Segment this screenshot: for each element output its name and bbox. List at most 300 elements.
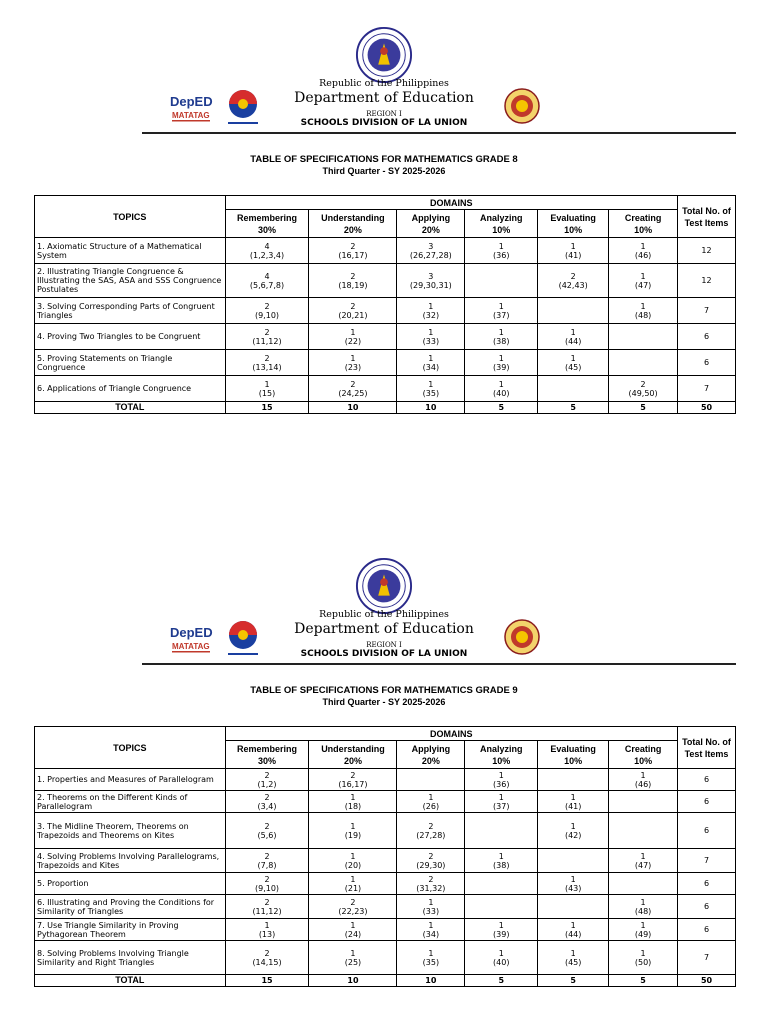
item-numbers: (18) xyxy=(344,801,362,811)
domain-cell xyxy=(465,264,538,298)
domain-cell xyxy=(225,376,309,402)
item-count: 1 xyxy=(570,874,576,884)
domain-header: Applying 20% xyxy=(397,210,465,238)
domain-cell xyxy=(465,238,538,264)
item-count: 1 xyxy=(428,327,434,337)
item-count: 2 xyxy=(350,770,356,780)
domain-cell xyxy=(397,376,465,402)
domain-cell xyxy=(609,264,678,298)
domain-cell xyxy=(538,350,609,376)
header-department: Department of Education xyxy=(294,90,474,106)
domain-cell xyxy=(465,376,538,402)
domain-cell xyxy=(609,849,678,873)
domain-cell xyxy=(397,941,465,975)
division-seal-icon xyxy=(504,88,540,124)
domain-cell xyxy=(538,324,609,350)
item-count: 1 xyxy=(498,379,504,389)
row-total: 6 xyxy=(678,791,736,813)
item-count: 1 xyxy=(350,851,356,861)
division-seal-icon xyxy=(504,619,540,655)
item-numbers: (47) xyxy=(634,860,652,870)
item-numbers: (15) xyxy=(258,388,276,398)
total-label: TOTAL xyxy=(35,975,226,987)
item-count: 2 xyxy=(264,874,270,884)
domain-cell xyxy=(309,324,397,350)
total-value: 15 xyxy=(225,975,309,987)
topic-cell: 1. Properties and Measures of Parallelogram xyxy=(35,769,226,791)
domain-cell xyxy=(538,298,609,324)
row-total: 6 xyxy=(678,324,736,350)
topic-cell: 2. Theorems on the Different Kinds of Parallelogram xyxy=(35,791,226,813)
tos-title: TABLE OF SPECIFICATIONS FOR MATHEMATICS GRADE 9 xyxy=(250,685,518,696)
domain-cell xyxy=(309,376,397,402)
table-row xyxy=(35,238,736,264)
item-numbers: (36) xyxy=(493,779,510,789)
header-republic: Republic of the Philippines xyxy=(319,609,449,620)
domain-cell xyxy=(309,769,397,791)
domain-header: Remembering 30% xyxy=(225,210,309,238)
grand-total: 50 xyxy=(678,975,736,987)
item-count: 3 xyxy=(428,241,434,251)
item-numbers: (21) xyxy=(344,883,362,893)
item-count: 1 xyxy=(428,792,434,802)
svg-text:MATATAG: MATATAG xyxy=(172,642,210,651)
table-row xyxy=(35,791,736,813)
domain-cell xyxy=(465,298,538,324)
topic-cell: 4. Solving Problems Involving Parallelograms, Trapezoids and Kites xyxy=(35,849,226,873)
item-count: 2 xyxy=(264,301,270,311)
domain-cell xyxy=(465,791,538,813)
domain-cell xyxy=(538,264,609,298)
topic-cell: 6. Applications of Triangle Congruence xyxy=(35,376,226,402)
item-count: 2 xyxy=(264,897,270,907)
header-region: REGION I xyxy=(366,110,402,118)
table-row xyxy=(35,324,736,350)
item-numbers: (16,17) xyxy=(338,779,368,789)
deped-seal-icon xyxy=(355,26,413,84)
item-count: 1 xyxy=(498,792,504,802)
domain-cell xyxy=(609,376,678,402)
domain-cell xyxy=(225,264,309,298)
domain-cell xyxy=(225,873,309,895)
grand-total: 50 xyxy=(678,402,736,414)
domain-cell xyxy=(609,324,678,350)
item-count: 1 xyxy=(570,241,576,251)
row-total: 7 xyxy=(678,941,736,975)
topics-header: TOPICS xyxy=(35,727,226,769)
item-count: 2 xyxy=(350,379,356,389)
tos-subtitle: Third Quarter - SY 2025-2026 xyxy=(322,697,446,707)
item-numbers: (43) xyxy=(564,883,582,893)
domain-cell xyxy=(397,264,465,298)
item-numbers: (16,17) xyxy=(338,250,368,260)
item-count: 2 xyxy=(640,379,646,389)
table-row xyxy=(35,873,736,895)
item-count: 1 xyxy=(498,851,504,861)
domain-header: Creating 10% xyxy=(609,741,678,769)
item-numbers: (1,2,3,4) xyxy=(249,250,285,260)
domain-header: Understanding 20% xyxy=(309,210,397,238)
domain-cell xyxy=(225,324,309,350)
domain-cell xyxy=(538,895,609,919)
domain-cell xyxy=(538,376,609,402)
item-numbers: (33) xyxy=(422,906,440,916)
domain-cell xyxy=(225,791,309,813)
domain-cell xyxy=(538,791,609,813)
item-count: 1 xyxy=(570,821,576,831)
table-row xyxy=(35,264,736,298)
domains-header: DOMAINS xyxy=(225,727,677,741)
item-numbers: (45) xyxy=(564,362,582,372)
topic-cell: 1. Axiomatic Structure of a Mathematical System xyxy=(35,238,226,264)
domain-cell xyxy=(609,350,678,376)
header-division: SCHOOLS DIVISION OF LA UNION xyxy=(300,118,468,128)
domain-cell xyxy=(309,350,397,376)
domain-cell xyxy=(225,350,309,376)
item-count: 1 xyxy=(350,948,356,958)
tos-table xyxy=(34,726,736,987)
item-count: 1 xyxy=(264,920,270,930)
domain-cell xyxy=(397,813,465,849)
item-count: 1 xyxy=(350,353,356,363)
item-count: 1 xyxy=(350,920,356,930)
row-total: 7 xyxy=(678,298,736,324)
item-numbers: (48) xyxy=(634,310,652,320)
topic-cell: 5. Proving Statements on Triangle Congruence xyxy=(35,350,226,376)
item-count: 2 xyxy=(264,821,270,831)
item-count: 2 xyxy=(264,851,270,861)
item-numbers: (39) xyxy=(493,362,510,372)
row-total: 6 xyxy=(678,350,736,376)
domain-cell xyxy=(225,238,309,264)
item-count: 2 xyxy=(264,770,270,780)
item-numbers: (22) xyxy=(344,336,362,346)
bagong-pilipinas-logo-icon xyxy=(222,86,264,128)
item-numbers: (34) xyxy=(422,362,440,372)
item-numbers: (5,6) xyxy=(257,830,277,840)
total-value: 5 xyxy=(538,402,609,414)
domain-cell xyxy=(397,919,465,941)
topic-cell: 3. Solving Corresponding Parts of Congruent Triangles xyxy=(35,298,226,324)
header-divider xyxy=(142,663,736,665)
domain-header: Analyzing 10% xyxy=(465,741,538,769)
item-count: 1 xyxy=(428,301,434,311)
domain-cell xyxy=(397,324,465,350)
total-value: 5 xyxy=(465,975,538,987)
domain-header: Applying 20% xyxy=(397,741,465,769)
domain-header: Evaluating 10% xyxy=(538,741,609,769)
item-numbers: (22,23) xyxy=(338,906,368,916)
item-count: 1 xyxy=(498,301,504,311)
domain-cell xyxy=(465,849,538,873)
item-count: 1 xyxy=(264,379,270,389)
table-row xyxy=(35,919,736,941)
item-numbers: (41) xyxy=(564,801,582,811)
item-count: 1 xyxy=(570,792,576,802)
header-republic: Republic of the Philippines xyxy=(319,78,449,89)
item-numbers: (35) xyxy=(422,957,440,967)
row-total: 6 xyxy=(678,813,736,849)
item-count: 2 xyxy=(350,897,356,907)
table-row xyxy=(35,849,736,873)
item-count: 1 xyxy=(350,792,356,802)
item-count: 1 xyxy=(350,821,356,831)
deped-matatag-logo-icon xyxy=(168,90,216,124)
domain-cell xyxy=(465,324,538,350)
item-count: 1 xyxy=(640,241,646,251)
item-numbers: (24,25) xyxy=(338,388,368,398)
item-count: 1 xyxy=(350,874,356,884)
svg-text:DepED: DepED xyxy=(170,94,213,109)
item-numbers: (24) xyxy=(344,929,362,939)
topic-cell: 6. Illustrating and Proving the Conditions for Similarity of Triangles xyxy=(35,895,226,919)
item-numbers: (45) xyxy=(564,957,582,967)
item-count: 1 xyxy=(428,920,434,930)
domain-header: Remembering 30% xyxy=(225,741,309,769)
domain-cell xyxy=(397,895,465,919)
total-row xyxy=(35,975,736,987)
domain-cell xyxy=(538,873,609,895)
domain-cell xyxy=(538,238,609,264)
domain-cell xyxy=(309,238,397,264)
domain-cell xyxy=(538,849,609,873)
item-count: 2 xyxy=(264,327,270,337)
domain-cell xyxy=(609,919,678,941)
domain-cell xyxy=(309,813,397,849)
item-numbers: (38) xyxy=(493,336,510,346)
item-numbers: (44) xyxy=(564,929,582,939)
item-numbers: (39) xyxy=(493,929,510,939)
item-numbers: (7,8) xyxy=(257,860,277,870)
total-value: 10 xyxy=(397,402,465,414)
item-numbers: (42,43) xyxy=(558,280,588,290)
domain-cell xyxy=(609,298,678,324)
table-row xyxy=(35,350,736,376)
item-numbers: (35) xyxy=(422,388,440,398)
domains-header: DOMAINS xyxy=(225,196,677,210)
item-count: 2 xyxy=(264,948,270,958)
item-numbers: (36) xyxy=(493,250,510,260)
item-numbers: (47) xyxy=(634,280,652,290)
item-count: 1 xyxy=(640,271,646,281)
item-numbers: (49) xyxy=(634,929,652,939)
item-count: 4 xyxy=(264,241,270,251)
total-value: 5 xyxy=(609,402,678,414)
domain-cell xyxy=(609,238,678,264)
svg-text:DepED: DepED xyxy=(170,625,213,640)
row-total: 6 xyxy=(678,769,736,791)
domain-cell xyxy=(538,941,609,975)
domain-cell xyxy=(309,298,397,324)
domain-cell xyxy=(397,350,465,376)
total-value: 15 xyxy=(225,402,309,414)
item-numbers: (46) xyxy=(634,250,652,260)
item-count: 2 xyxy=(428,821,434,831)
domain-cell xyxy=(397,769,465,791)
domain-cell xyxy=(309,849,397,873)
domain-header: Analyzing 10% xyxy=(465,210,538,238)
table-row xyxy=(35,298,736,324)
item-count: 1 xyxy=(428,353,434,363)
item-numbers: (25) xyxy=(344,957,362,967)
item-count: 1 xyxy=(350,327,356,337)
row-total: 7 xyxy=(678,849,736,873)
item-numbers: (20,21) xyxy=(338,310,368,320)
total-value: 5 xyxy=(609,975,678,987)
topic-cell: 3. The Midline Theorem, Theorems on Trapezoids and Theorems on Kites xyxy=(35,813,226,849)
total-items-header: Total No. of Test Items xyxy=(678,727,736,769)
total-value: 5 xyxy=(538,975,609,987)
domain-cell xyxy=(225,941,309,975)
item-numbers: (29,30,31) xyxy=(409,280,452,290)
domain-cell xyxy=(309,791,397,813)
row-total: 12 xyxy=(678,238,736,264)
domain-header: Understanding 20% xyxy=(309,741,397,769)
item-count: 1 xyxy=(640,770,646,780)
total-label: TOTAL xyxy=(35,402,226,414)
domain-cell xyxy=(225,849,309,873)
item-count: 1 xyxy=(640,851,646,861)
item-numbers: (34) xyxy=(422,929,440,939)
tos-table xyxy=(34,195,736,414)
domain-cell xyxy=(609,873,678,895)
item-numbers: (26,27,28) xyxy=(409,250,452,260)
item-numbers: (33) xyxy=(422,336,440,346)
item-count: 1 xyxy=(498,948,504,958)
tos-subtitle: Third Quarter - SY 2025-2026 xyxy=(322,166,446,176)
item-numbers: (1,2) xyxy=(257,779,277,789)
deped-matatag-logo-icon xyxy=(168,621,216,655)
item-count: 1 xyxy=(498,241,504,251)
item-count: 1 xyxy=(498,920,504,930)
domain-cell xyxy=(397,791,465,813)
total-row xyxy=(35,402,736,414)
total-value: 10 xyxy=(397,975,465,987)
domain-cell xyxy=(309,895,397,919)
header-region: REGION I xyxy=(366,641,402,649)
item-count: 1 xyxy=(428,948,434,958)
item-numbers: (32) xyxy=(422,310,440,320)
item-numbers: (13) xyxy=(258,929,276,939)
item-numbers: (40) xyxy=(493,957,510,967)
domain-header: Evaluating 10% xyxy=(538,210,609,238)
item-numbers: (29,30) xyxy=(416,860,446,870)
item-numbers: (19) xyxy=(344,830,362,840)
row-total: 6 xyxy=(678,895,736,919)
item-count: 2 xyxy=(428,851,434,861)
item-count: 1 xyxy=(570,353,576,363)
item-numbers: (44) xyxy=(564,336,582,346)
item-numbers: (38) xyxy=(493,860,510,870)
total-value: 5 xyxy=(465,402,538,414)
item-numbers: (20) xyxy=(344,860,362,870)
bagong-pilipinas-logo-icon xyxy=(222,617,264,659)
item-numbers: (11,12) xyxy=(252,336,282,346)
domain-cell xyxy=(609,791,678,813)
domain-cell xyxy=(609,895,678,919)
table-row xyxy=(35,895,736,919)
item-numbers: (11,12) xyxy=(252,906,282,916)
domain-cell xyxy=(465,873,538,895)
item-numbers: (40) xyxy=(493,388,510,398)
row-total: 6 xyxy=(678,919,736,941)
item-count: 2 xyxy=(350,271,356,281)
item-numbers: (3,4) xyxy=(257,801,277,811)
domain-cell xyxy=(397,849,465,873)
domain-cell xyxy=(609,813,678,849)
domain-cell xyxy=(465,941,538,975)
item-numbers: (13,14) xyxy=(252,362,282,372)
item-count: 1 xyxy=(570,948,576,958)
item-count: 1 xyxy=(428,897,434,907)
item-numbers: (9,10) xyxy=(254,310,280,320)
item-count: 1 xyxy=(498,770,504,780)
item-count: 2 xyxy=(264,353,270,363)
item-numbers: (37) xyxy=(493,310,510,320)
domain-cell xyxy=(397,873,465,895)
domain-cell xyxy=(225,298,309,324)
domain-cell xyxy=(309,941,397,975)
item-numbers: (26) xyxy=(422,801,440,811)
item-numbers: (50) xyxy=(634,957,652,967)
item-numbers: (48) xyxy=(634,906,652,916)
domain-cell xyxy=(538,919,609,941)
row-total: 12 xyxy=(678,264,736,298)
header-divider xyxy=(142,132,736,134)
item-count: 1 xyxy=(640,948,646,958)
item-numbers: (49,50) xyxy=(628,388,658,398)
item-count: 3 xyxy=(428,271,434,281)
topics-header: TOPICS xyxy=(35,196,226,238)
item-numbers: (41) xyxy=(564,250,582,260)
domain-header: Creating 10% xyxy=(609,210,678,238)
item-numbers: (42) xyxy=(564,830,582,840)
topic-cell: 8. Solving Problems Involving Triangle Similarity and Right Triangles xyxy=(35,941,226,975)
total-items-header: Total No. of Test Items xyxy=(678,196,736,238)
domain-cell xyxy=(225,919,309,941)
domain-cell xyxy=(609,769,678,791)
topic-cell: 2. Illustrating Triangle Congruence & Illustrating the SAS, ASA and SSS Congruence Postulates xyxy=(35,264,226,298)
svg-text:MATATAG: MATATAG xyxy=(172,111,210,120)
item-count: 2 xyxy=(350,301,356,311)
domain-cell xyxy=(538,769,609,791)
header-department: Department of Education xyxy=(294,621,474,637)
item-count: 1 xyxy=(640,301,646,311)
header-division: SCHOOLS DIVISION OF LA UNION xyxy=(300,649,468,659)
row-total: 7 xyxy=(678,376,736,402)
item-numbers: (37) xyxy=(493,801,510,811)
domain-cell xyxy=(225,769,309,791)
domain-cell xyxy=(309,919,397,941)
domain-cell xyxy=(225,895,309,919)
item-count: 1 xyxy=(498,353,504,363)
item-numbers: (18,19) xyxy=(338,280,368,290)
item-count: 1 xyxy=(428,379,434,389)
item-numbers: (46) xyxy=(634,779,652,789)
item-count: 2 xyxy=(428,874,434,884)
deped-seal-icon xyxy=(355,557,413,615)
item-count: 2 xyxy=(350,241,356,251)
item-numbers: (9,10) xyxy=(254,883,280,893)
domain-cell xyxy=(465,813,538,849)
item-count: 2 xyxy=(570,271,576,281)
item-numbers: (14,15) xyxy=(252,957,282,967)
domain-cell xyxy=(309,264,397,298)
item-count: 2 xyxy=(264,792,270,802)
item-count: 1 xyxy=(498,327,504,337)
tos-title: TABLE OF SPECIFICATIONS FOR MATHEMATICS GRADE 8 xyxy=(250,154,518,165)
table-row xyxy=(35,769,736,791)
